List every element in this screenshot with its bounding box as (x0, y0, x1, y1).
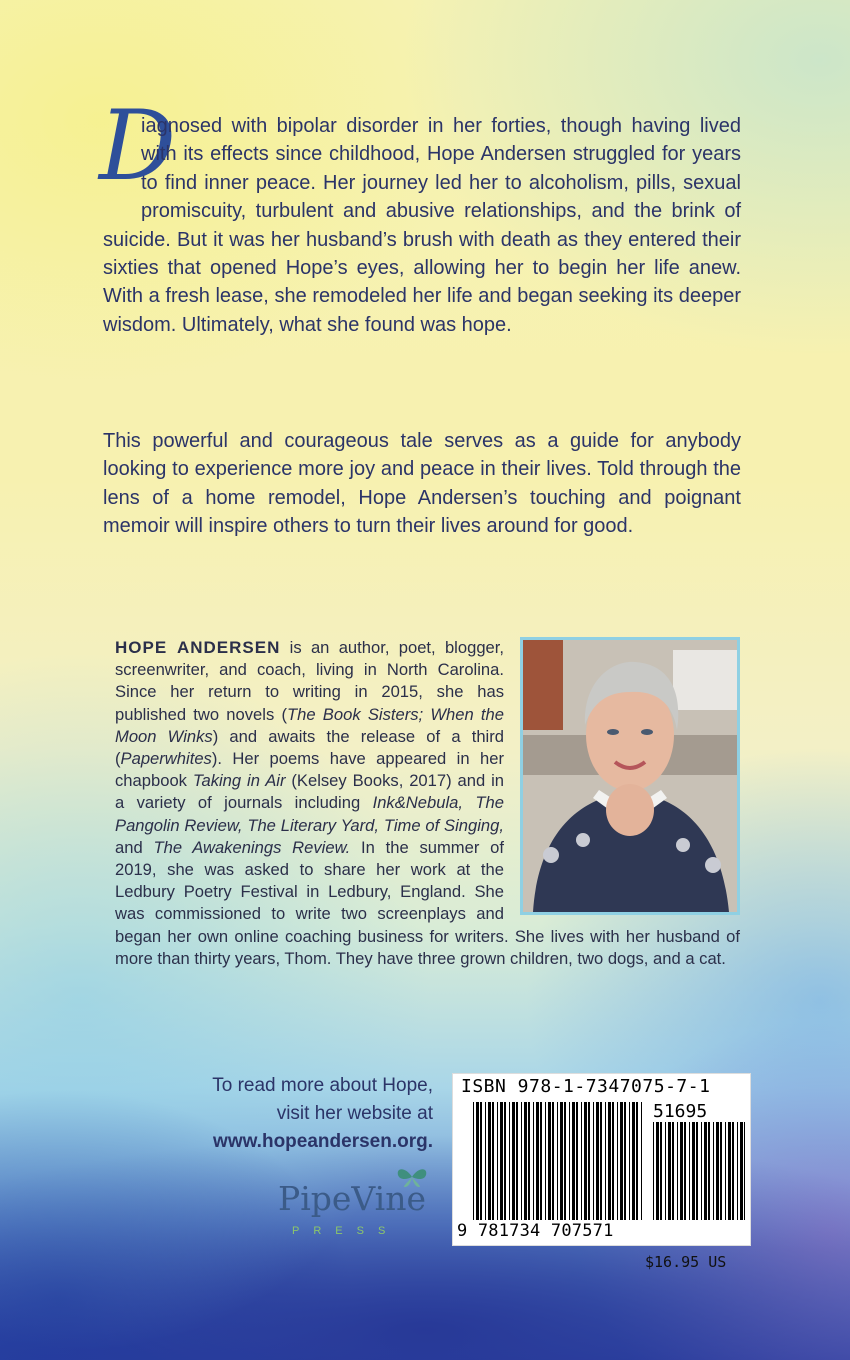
barcode-bar (485, 1102, 486, 1220)
publisher-sub: PRESS (292, 1225, 400, 1237)
barcode-bar (737, 1122, 738, 1220)
barcode-bar (689, 1122, 690, 1220)
blurb-paragraph-1-text: iagnosed with bipolar disorder in her forties, though having lived with its effects since childhood, Hope Andersen struggled for years to find inner peace. Her journey led her to alcoholism, pills, sexual promiscuity, turbulent and abusive relationships, and the brink of suicide. But it was her husband’s brush with death as they entered their sixties that opened Hope’s eyes, allowing her to begin her life anew. With a fresh lease, she remodeled her life and began seeking its deeper wisdom. Ultimately, what she found was hope. (103, 115, 741, 336)
barcode-bar (521, 1102, 522, 1220)
barcode-bar (716, 1122, 719, 1220)
barcode-bar (560, 1102, 563, 1220)
barcode-bar (708, 1122, 710, 1220)
barcode-bar (516, 1102, 518, 1220)
barcode-bar (500, 1102, 503, 1220)
barcode-bar (564, 1102, 566, 1220)
barcode-bar (636, 1102, 638, 1220)
bio-text: and (115, 837, 154, 857)
barcode-bar (572, 1102, 575, 1220)
barcode-bar (473, 1102, 474, 1220)
barcode-bar (660, 1122, 662, 1220)
barcode-bar (725, 1122, 726, 1220)
drop-cap: D (99, 90, 176, 202)
barcode-bar (480, 1102, 482, 1220)
barcode-bar (624, 1102, 626, 1220)
barcode-bar (488, 1102, 491, 1220)
barcode-bar (605, 1102, 606, 1220)
barcode-main-bars (473, 1102, 642, 1220)
bio-title: The Book Sisters; When the Moon Winks (115, 704, 504, 746)
barcode-bar (684, 1122, 686, 1220)
barcode-bar (512, 1102, 515, 1220)
barcode-bar (672, 1122, 674, 1220)
website-info (150, 1072, 433, 1156)
barcode-ean-number: 9 781734 707571 (457, 1221, 614, 1241)
barcode-bar (548, 1102, 551, 1220)
barcode-bar (677, 1122, 678, 1220)
publisher-logo (270, 1165, 440, 1245)
barcode-bar (584, 1102, 587, 1220)
website-link[interactable]: www.hopeandersen.org. (213, 1131, 433, 1152)
website-line-2: visit her website at (276, 1103, 433, 1124)
barcode-bar (492, 1102, 494, 1220)
isbn-barcode (452, 1073, 751, 1246)
barcode-bar (713, 1122, 714, 1220)
barcode-bar (680, 1122, 683, 1220)
bio-title: Taking in Air (192, 771, 286, 791)
isbn-number: ISBN 978-1-7347075-7-1 (461, 1076, 711, 1097)
author-portrait-image (523, 640, 737, 912)
barcode-bar (701, 1122, 702, 1220)
blurb-paragraph-2: This powerful and courageous tale serves as a guide for anybody looking to experience more joy and peace in their lives. Told through the lens of a home remodel, Hope Andersen’s touching and poignant memoir will inspire others to turn their lives around for good. (103, 430, 741, 538)
bio-title: Paperwhites (120, 749, 212, 769)
website-line-1: To read more about Hope, (212, 1075, 433, 1096)
barcode-bar (581, 1102, 582, 1220)
barcode-bar (545, 1102, 546, 1220)
barcode-bar (612, 1102, 614, 1220)
barcode-bar (656, 1122, 659, 1220)
price-label: $16.95 US (645, 1253, 727, 1271)
barcode-bar (617, 1102, 618, 1220)
barcode-bar (524, 1102, 527, 1220)
barcode-bar (641, 1102, 642, 1220)
barcode-bar (704, 1122, 707, 1220)
barcode-bar (692, 1122, 695, 1220)
barcode-bar (608, 1102, 611, 1220)
barcode-bar (600, 1102, 602, 1220)
barcode-addon-number: 51695 (653, 1101, 708, 1122)
barcode-bar (665, 1122, 666, 1220)
barcode-bar (497, 1102, 498, 1220)
barcode-bar (552, 1102, 554, 1220)
barcode-bar (728, 1122, 731, 1220)
barcode-bar (528, 1102, 530, 1220)
barcode-bar (668, 1122, 671, 1220)
barcode-bar (504, 1102, 506, 1220)
author-name: HOPE ANDERSEN (115, 638, 281, 657)
barcode-bar (620, 1102, 623, 1220)
barcode-bar (536, 1102, 539, 1220)
author-photo (520, 637, 740, 915)
barcode-bar (696, 1122, 698, 1220)
bio-text: ) and awaits the release of a third ( (115, 726, 504, 769)
barcode-bar (744, 1122, 745, 1220)
author-bio (115, 637, 740, 970)
barcode-bars (453, 1074, 750, 1245)
barcode-bar (629, 1102, 630, 1220)
barcode-bar (540, 1102, 542, 1220)
bio-text: ). Her poems have appeared in her chapbook (115, 749, 504, 791)
barcode-bar (632, 1102, 635, 1220)
barcode-bar (576, 1102, 578, 1220)
barcode-bar (569, 1102, 570, 1220)
bio-text: is an author, poet, blogger, screenwriter, and coach, living in North Carolina. Since her return to writing in 2015, she has published two novels ( (115, 638, 504, 724)
barcode-bar (533, 1102, 534, 1220)
barcode-bar (588, 1102, 590, 1220)
bio-text: (Kelsey Books, 2017) and in a variety of journals including (115, 771, 504, 813)
barcode-addon-bars (653, 1122, 745, 1220)
bio-title: Ink&Nebula, The Pangolin Review, The Literary Yard, Time of Singing, (115, 793, 504, 835)
barcode-bar (509, 1102, 510, 1220)
bio-text: In the summer of 2019, she was asked to share her work at the Ledbury Poetry Festival in Ledbury, England. She was commissioned to write two screenplays and began her own online coaching business for writers. She lives with her husband of more than thirty years, Thom. They have three grown children, two dogs, and a cat. (115, 837, 740, 968)
barcode-bar (740, 1122, 743, 1220)
barcode-bar (596, 1102, 599, 1220)
barcode-bar (732, 1122, 734, 1220)
bio-title: The Awakenings Review. (153, 837, 351, 857)
barcode-bar (593, 1102, 594, 1220)
publisher-name: PipeVine (278, 1179, 427, 1218)
blurb-paragraph-1 (99, 90, 741, 339)
barcode-bar (720, 1122, 722, 1220)
barcode-bar (557, 1102, 558, 1220)
barcode-bar (476, 1102, 479, 1220)
barcode-bar (653, 1122, 654, 1220)
